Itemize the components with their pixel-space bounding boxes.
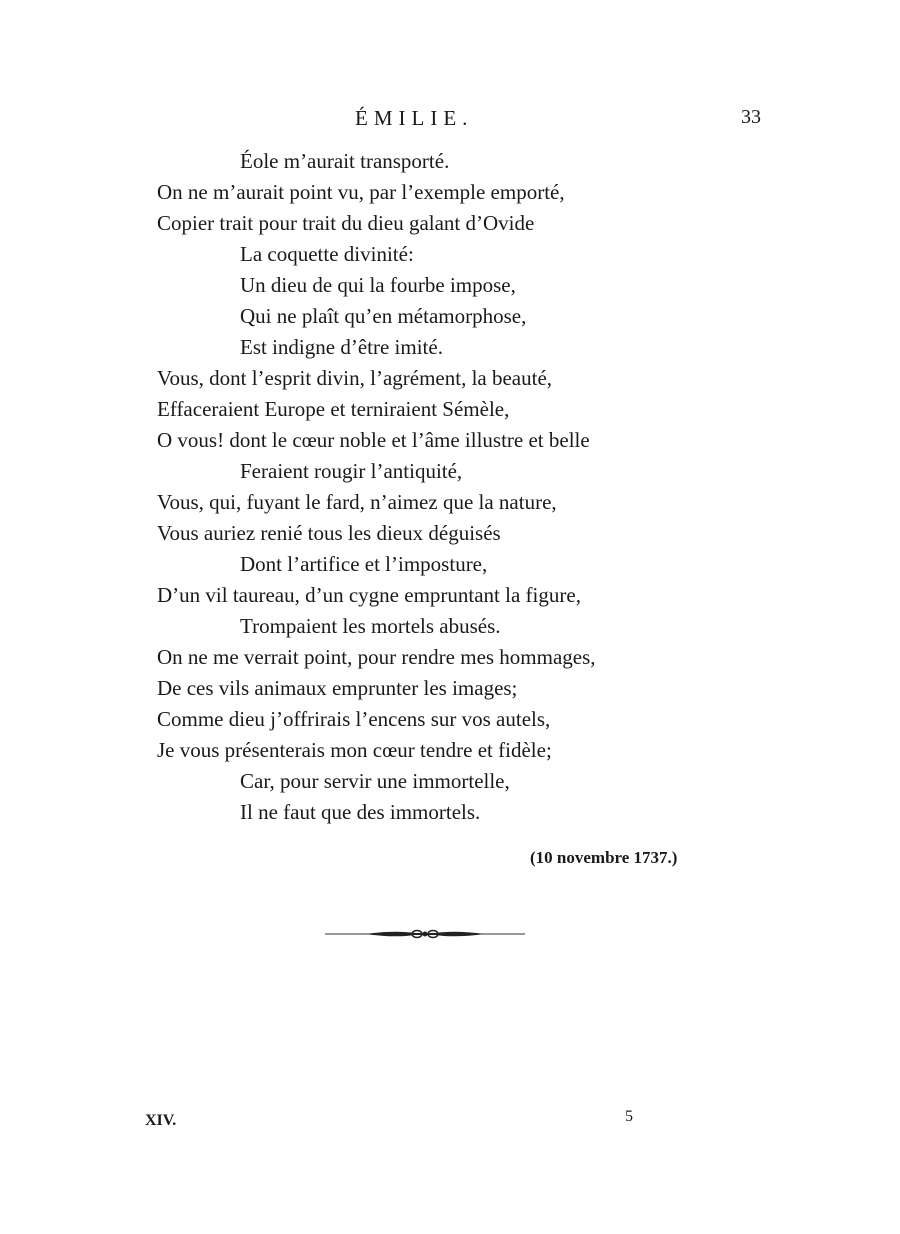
verse-line: Vous auriez renié tous les dieux déguisés [157, 521, 501, 545]
verse-line: D’un vil taureau, d’un cygne empruntant la figure, [157, 583, 581, 607]
verse-line: Car, pour servir une immortelle, [240, 769, 510, 793]
verse-line: De ces vils animaux emprunter les images; [157, 676, 518, 700]
verse-line: Dont l’artifice et l’imposture, [240, 552, 488, 576]
verse-line: Comme dieu j’offrirais l’encens sur vos autels, [157, 707, 551, 731]
verse-line: Éole m’aurait transporté. [240, 149, 450, 173]
verse-line: Il ne faut que des immortels. [240, 800, 481, 824]
poem-body [157, 146, 797, 828]
verse-line: Je vous présenterais mon cœur tendre et fidèle; [157, 738, 552, 762]
running-title: ÉMILIE. [355, 106, 474, 130]
verse-line: Effaceraient Europe et terniraient Sémèle, [157, 397, 510, 421]
verse-line: Un dieu de qui la fourbe impose, [240, 273, 516, 297]
verse-line: Trompaient les mortels abusés. [240, 614, 501, 638]
poem-date: (10 novembre 1737.) [530, 848, 678, 867]
verse-line: On ne me verrait point, pour rendre mes hommages, [157, 645, 596, 669]
verse-line: Est indigne d’être imité. [240, 335, 443, 359]
verse-line: Vous, qui, fuyant le fard, n’aimez que la nature, [157, 490, 557, 514]
verse-line: On ne m’aurait point vu, par l’exemple emporté, [157, 180, 565, 204]
tailpiece-ornament [325, 926, 525, 942]
verse-line: Copier trait pour trait du dieu galant d’Ovide [157, 211, 535, 235]
verse-line: Qui ne plaît qu’en métamorphose, [240, 304, 527, 328]
page-header [0, 106, 900, 140]
verse-line: Feraient rougir l’antiquité, [240, 459, 463, 483]
verse-line: O vous! dont le cœur noble et l’âme illustre et belle [157, 428, 590, 452]
page-number: 33 [741, 106, 761, 128]
verse-line: Vous, dont l’esprit divin, l’agrément, la beauté, [157, 366, 553, 390]
signature-mark: XIV. [145, 1112, 177, 1129]
sheet-number: 5 [625, 1108, 633, 1125]
verse-line: La coquette divinité: [240, 242, 414, 266]
